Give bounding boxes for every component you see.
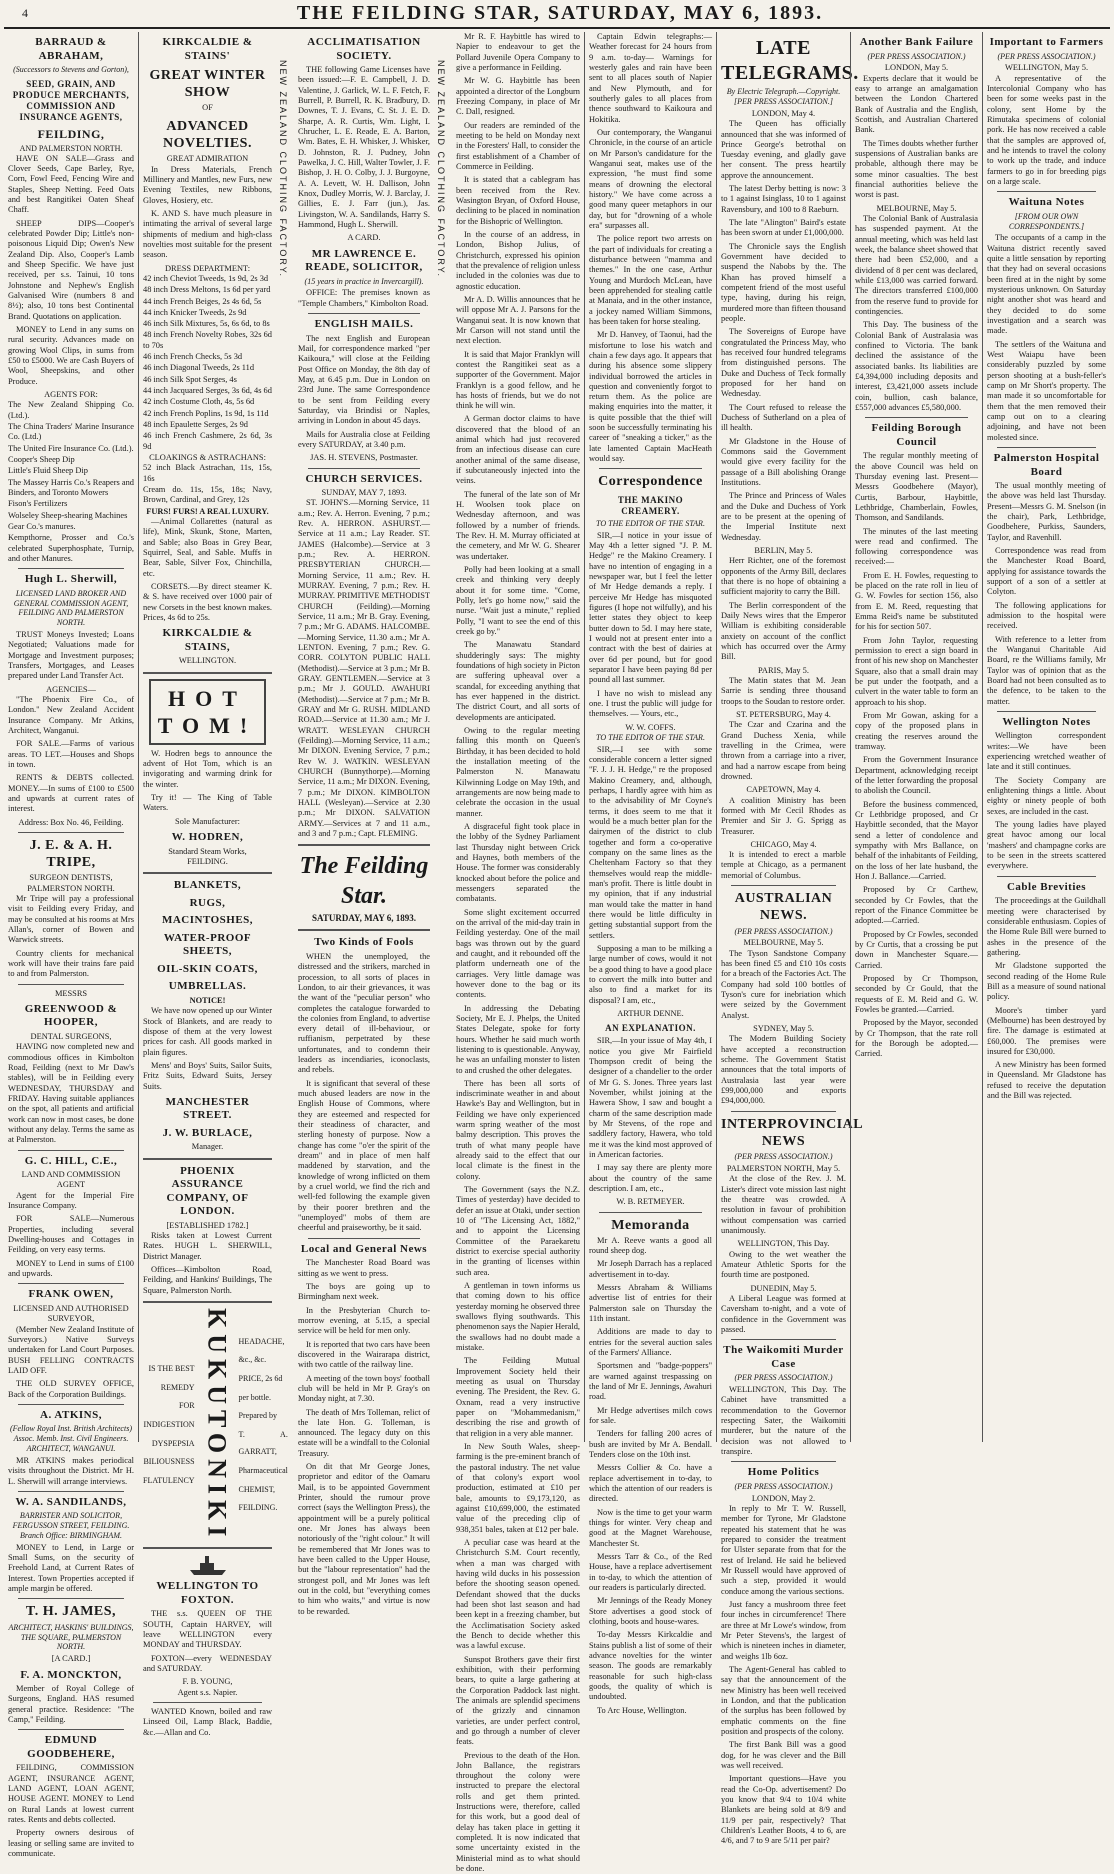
list-item: 46 inch Silk Spot Serges, 4s	[143, 374, 237, 384]
column-1: BARRAUD & ABRAHAM, (Successors to Stevens and Gorton), SEED, GRAIN, AND PRODUCE MERCHANTS, COMMISSION AND INSURANCE AGENTS, FEILDING, AND PALMERSTON NORTH. HAVE ON SALE—Grass and Clover Seeds, Cape Barley, Rye, Corn, Fowl Feed, Fencing Wire and Staples, Sheep Netting. Feed Oats and best Rangitikei Oaten Sheaf Chaff. SHEEP DIPS—Cooper's celebrated Powder Dip; Little's non-poisonous Liquid Dip; Owen's New Zealand Dip. Also, Cooper's Lamb and Sheep Specific. We have just received, per s.s. Tainui, 10 tons Johnstone and Nephew's English Galvanised Wire (numbers 8 and 8½); also, 10 tons best Continental Brand. Quotations on application. MONEY to Lend in any sums on rural security. Advances made on growing Wool Clips, in sums from £50 to £5000. We are Cash Buyers of Wool, Sheepskins, and other Produce. AGENTS FOR: The New Zealand Shipping Co. (Ltd.). The China Traders' Marine Insurance Co. (Ltd.) The United Fire Insurance Co. (Ltd.). Cooper's Sheep Dip Little's Fluid Sheep Dip The Massey Harris Co.'s Reapers and Binders, and Toronto Mowers Fison's Fertilizers Wolseley Sheep-shearing Machines Gear Co.'s manures. Kempthorne, Prosser and Co.'s celebrated Superphosphate, Turnip, and other Manures. Hugh L. Sherwill, LICENSED LAND BROKER AND GENERAL COMMISSION AGENT, FEILDING AND PALMERSTON NORTH. TRUST Moneys Invested; Loans Negotiated; Valuations made for Mortgage and Investment purposes; Transfers, Mortgages, and Leases prepared under Land Transfer Act. AGENCIES— "The Phoenix Fire Co., of London." New Zealand Accident Insurance Company. Mr Atkins, Architect, Wanganui. FOR SALE.—Farms of various areas. TO LET.—Houses and Shops in town. RENTS & DEBTS collected. MONEY.—In sums of £100 to £500 and upwards at current rates of interest. Address: Box No. 46, Feilding. J. E. & A. H. TRIPE, SURGEON DENTISTS, PALMERSTON NORTH. Mr Tripe will pay a professional visit to Feilding every Friday, and may be consulted at his rooms at Mrs Allan's, corner of Bowen and Warwick streets. Country clients for mechanical work will have their trains fare paid to and from Palmerston. MESSRS GREENWOOD & HOOPER, DENTAL SURGEONS, HAVING now completed new and commodious offices in Kimbolton Road, Feilding (next to Mr Daw's stables), will be in Feilding every WEDNESDAY, THURSDAY and FRIDAY. Having suitable appliances on the spot, all patients and artificial work can now in most cases, be done without any delay. Terms the same as at Palmerston. G. C. HILL, C.E., LAND AND COMMISSION AGENT Agent for the Imperial Fire Insurance Company. FOR SALE—Numerous Properties, including several Dwelling-houses and Cottages in Feilding, on very easy terms. MONEY to Lend in sums of £100 and upwards. FRANK OWEN, LICENSED AND AUTHORISED SURVEYOR, (Member New Zealand Institute of Surveyors.) Native Surveys undertaken for Land Court Purposes. BUSH FELLING CONTRACTS LAID OFF. THE OLD SURVEY OFFICE, Back of the Corporation Buildings. A. ATKINS, (Fellow Royal Inst. British Architects) Assoc. Memb. Inst. Civil Engineers. ARCHITECT, WANGANUI. MR ATKINS makes periodical visits throughout the District. Mr H. L. Sherwill will arrange interviews. W. A. SANDILANDS, BARRISTER AND SOLICITOR, FERGUSSON STREET, FEILDING. Branch Office: BIRMINGHAM. MONEY to Lend, in Large or Small Sums, on the security of Freehold Land, at Current Rates of Interest. Town Properties accepted if ample margin be offered. T. H. JAMES, ARCHITECT, HASKINS' BUILDINGS, THE SQUARE, PALMERSTON NORTH. [A CARD.] F. A. MONCKTON, Member of Royal College of Surgeons, England. HAS resumed general practice. Residence: "The Camp," Feilding. EDMUND GOODBEHERE, FEILDING, COMMISSION AGENT, INSURANCE AGENT, LAND AGENT, LOAN AGENT, HOUSE AGENT. MONEY to Lend on Rural Lands at lowest current rates. Rents and debts collected. Property owners desirous of leasing or selling same are invited to communicate.	[8, 36, 134, 1858]
list-item: UMBRELLAS.	[168, 980, 247, 993]
blankets-list	[143, 879, 272, 994]
list-item: 44 inch Jacquared Serges, 3s 6d, 4s 6d	[143, 386, 272, 396]
list-item: MACINTOSHES,	[161, 914, 254, 927]
kukutoniki-title: KUKUTONIKI	[202, 1308, 232, 1543]
list-item: The New Zealand Shipping Co. (Ltd.).	[8, 400, 134, 420]
list-item: Fison's Fertilizers	[8, 499, 68, 509]
list-item: REMEDY	[160, 1382, 195, 1392]
list-item: 42 inch Costume Cloth, 4s, 5s 6d	[143, 397, 255, 407]
side-label-left: NEW ZEALAND CLOTHING FACTORY.	[278, 60, 288, 279]
list-item: Prepared by	[238, 1411, 277, 1421]
list-item: PRICE, 2s 6d	[238, 1373, 283, 1383]
column-5: Captain Edwin telegraphs:—Weather forecast for 24 hours from 9 a.m. to-day— Warnings for westerly gales and rain have been sent to all places south of Napier and New Plymouth, and for southerly gales to all places from thence southward to Kaikoura and Hokitika. Our contemporary, the Wanganui Chronicle, in the course of an article on Mr Parson's candidature for the Wanganui seat, makes use of the expression, "he must find some means of drowning the electoral history." We have come across a good many queer metaphors in our day, but for "drowning of a whole era" surpasses all. The police report two arrests on the part of individuals for creating a disturbance between "mamma and themes." In the one case, Arthur Young and Murdoch McLean, have been apprehended for stealing cattle at Manaia, and in the other instance, a jockey named William Simmons, has been taken for horse stealing. Mr D. Hanvey, of Taonui, had the misfortune to lose his watch and chain a few days ago. It appears that during his absence some slippery individual borrowed the articles in question and conveniently forgot to return them. As the police are making enquiries into the matter, it is quite possible that the thief will soon be successfully terminating his career of "sneaking a ticker," as the late lamented Captain MacHeath would say. Correspondence THE MAKINO CREAMERY. TO THE EDITOR OF THE STAR. SIR,—I notice in your issue of May 4th a letter signed "J. P. M. Hedge" re the Makino Creamery. I have no intention of engaging in a newspaper war, but I feel the letter of Mr Hedge demands a reply. I perceive Mr Hedge has misquoted figures (I hope not wilfully), and his letter states they object to keep butter down to 5d. I may here state, I would not at present enter into a contract with the best of dairies at over 6d per pound, but for good separator I have been paying 8d per pound all last summer. I have no wish to mislead any one. I trust the public will judge for themselves. — Yours, etc., W. W. COFFS. TO THE EDITOR OF THE STAR. SIR,—I see with some considerable concern a letter signed "F. J. J. H. Hedge," re the proposed Makino Creamery, and, although, perhaps, I hardly agree with him as to the advisability of Mr Coyne's terms, it does seem to me that it would be a much better plan for the dairymen of the district to club together and form a co-operative company on the same lines as the Cheltenham Factory so that they themselves would reap the middle-man's profit. There is little doubt in my opinion, that if any industrial man would take the matter in hand there would be little difficulty in getting substantial support from the settlers. Supposing a man to be milking a large number of cows, would it not be a good thing to have a good place to convert the milk into butter and also to find a market for its disposal? I am, etc., ARTHUR DENNE. AN EXPLANATION. SIR,—In your issue of May 4th, I notice you give Mr Fairfield Thompson credit of being the designer of a chandelier to the order of Mr G. S. Jones. Three years last November, whilst joining at the Hawera Show, I saw and bought a charm of the same description made by Mr Stevens, of the rope and saddlery factory, Hawera, who told me it was the kind most approved of in American factories. I may say there are plenty more about the country of the same description. I am, etc., W. B. RETMEYER. Memoranda Mr A. Reeve wants a good all round sheep dog. Mr Joseph Darrach has a replaced advertisement in to-day. Messrs Abraham & Williams advertise list of entries for their Palmerston sale on Thursday the 11th instant. Additions are made to day to entries for the several auction sales of the Farmers' Alliance. Sportsmen and "badge-poppers" are warned against trespassing on the land of Mr E. Jennings, Awahuri road. Mr Hedge advertises milch cows for sale. Tenders for falling 200 acres of bush are invited by Mr A. Bendall. Tenders close on the 10th inst. Messrs Collier & Co. have a replace advertisement in to-day, to which the attention of our readers is directed. Now is the time to get your warm things for winter. Very cheap and good at the Magnet Warehouse, Manchester St. Messrs Tarr & Co., of the Red House, have a replace advertisement in to-day, to which the attention of our readers is particularly directed. Mr Jennings of the Ready Money Store advertises a good stock of clothing, boots and house-wares. To-day Messrs Kirkcaldie and Stains publish a list of some of their advance novelties for the winter season. The goods are remarkably reasonable for such high-class goods, the quality of which is undoubted. To Arc House, Wellington.	[584, 32, 716, 1442]
column-8: Important to Farmers (PER PRESS ASSOCIATION.) WELLINGTON, May 5. A representative of the Intercolonial Company who has been for some weeks past in the colony, sent Home by the Rimutaka specimens of colonial pork. He has now received a cable that the samples are approved of, and he intends to travel the colony to work up the trade, and induce farmers to go in for breeding pigs on a large scale. Waituna Notes [FROM OUR OWN CORRESPONDENTS.] The occupants of a camp in the Waituna district recently saved quite a little sensation by reporting that they had on several occasions been fired at in the night by some mysterious unknown. On Saturday night another shot was heard and they decided to do some investigation and a search was made. The settlers of the Waituna and West Waiapu have been considerably puzzled by some person shooting at a bush-feller's camp on Mr Short's property. The man made it so uncomfortable for them that the men removed their camp out on to a clearing adjoining, and have not been molested since. Palmerston Hospital Board The usual monthly meeting of the above was held last Thursday. Present—Messrs G. M. Snelson (in the chair), Park, Lethbridge, Goodbehere, Purkiss, Saunders, Taylor, and Ravenhill. Correspondence was read from the Manchester Road Board, applying for assistance towards the support of a son of a settler at Colyton. The following applications for admission to the hospital were received. With reference to a letter from the Wanganui Charitable Aid Board, re the Williams family, Mr Taylor was of opinion that as the Board had not been consulted as to the defence, to be taken to the matter. Wellington Notes Wellington correspondent writes:—We have been experiencing wretched weather of late and it still continues. The Society Company are enlightening things a little. About eighty or ninety people of both sexes, are included in the cast. The young ladies have played great havoc among our local 'mashers' and champagne corks are to be seen in the streets scattered everywhere. Cable Brevities The proceedings at the Guildhall meeting were characterised by considerable enthusiasm. Copies of the Home Rule Bill were burned to ashes in the presence of the gathering. Mr Gladstone supported the second reading of the Home Rule Bill as a measure of sound national policy. Moore's timber yard (Melbourne) has been destroyed by fire. The damage is estimated at £60,000. The premises were insured for £30,000. A new Ministry has been formed in Queensland. Mr Gladstone has refused to receive the deputation and the Bill was rejected.	[982, 32, 1110, 1442]
list-item: IS THE BEST	[148, 1364, 195, 1374]
list-item: &c., &c.	[238, 1355, 267, 1365]
list-item: 42 inch French Poplins, 1s 9d, 1s 11d	[143, 408, 269, 418]
barraud-heading: BARRAUD & ABRAHAM,	[35, 36, 107, 62]
column-3: ACCLIMATISATION SOCIETY. THE following Game Licenses have been issued:—F. E. Campbell, J. D. Valentine, J. Garlick, W. L. F. Fetch, F. Burrell, P. Burrell, R. K. Bradbury, D. Downes, T. J. Evans, C. St. J. E. D. Sharpe, A. R. Curtis, Wm. Light, I. Chrucher, L. E. Reade, E. A. Barton, Wm. Bates, E. H. Whisker, J. Whisker, D. Johnston, R. J. Pudney, John Pawelka, J. C. Hill, Walter Towler, J. F. Bishop, J. H. O. Colby, J. J. Burgoyne, A. A. Levett, W. H. Dallison, John Knox, Dudley Morris, W. J. Barclay, J. Gillies, E. J. Farr (jun.), Jas. Livingston, W. A. Sandilands, Harry S. Hammond, Hugh L. Sherwill. A CARD. MR LAWRENCE E. READE, SOLICITOR, (15 years in practice in Invercargill). OFFICE: The premises known as "Temple Chambers," Kimbolton Road. ENGLISH MAILS. The next English and European Mail, for correspondence marked "per Kaikoura," will close at the Feilding Post Office on Monday, the 8th day of May, at 6.45 p.m. Due in London on 23rd June. The same Correspondence to be sent from Feilding every Saturday, via Brindisi or Naples, arriving in London in about 45 days. Mails for Australia close at Feilding every SATURDAY, at 3.40 p.m. JAS. H. STEVENS, Postmaster. CHURCH SERVICES. SUNDAY, MAY 7, 1893. ST. JOHN'S.—Morning Service, 11 a.m.; Rev. A. Herron. Evening, 7 p.m.; Rev. A. HERRON. ASHURST.—Service at 11 a.m.; Lay Reader. ST. JAMES (Halcombe).—Service at 3 p.m.; Rev. A. HERRON. PRESBYTERIAN CHURCH.—Morning Service, 11 a.m.; Rev. H. MURRAY. Evening, 7 p.m.; Rev. H. MURRAY. PRIMITIVE METHODIST CHURCH (Feilding).—Morning Service, 11 a.m.; Mr B. Gray. Evening, 7 p.m.; Mr G. ADAMS. HALCOMBE.—Morning Service, 11.30 a.m.; Mr A. LENTON. Evening, 7 p.m.; Rev. G. CORR. COLYTON PUBLIC HALL (Methodist).—Service at 3 p.m.; Mr B. GRAY. GENTLEMEN.—Service at 3 p.m.; Mr J. GOULD. AWAHURI (Methodist).—Service at 7 p.m.; Mr B. GRAY and Mr G. RUSH. MIDLAND ROAD.—Service at 11.30 a.m.; Mr J. WRATT. WESLEYAN CHURCH (Feilding).—Morning Service, 11 a.m.; Mr DIXON. Evening Service, 7 p.m.; Rev W. J. WATKIN. WESLEYAN CHURCH (Bunnythorpe).—Morning Service, 11 a.m.; Mr DIXON. Evening, 7 p.m.; Mr DIXON. KIMBOLTON HALL (Wesleyan).—Service at 2.30 p.m.; Mr DIXON. SALVATION ARMY.—Services at 7 and 11 a.m., and 3 and 7 p.m.; Capt. FLEMING. The Feilding Star. SATURDAY, MAY 6, 1893. Two Kinds of Fools WHEN the unemployed, the distressed and the strikers, marched in procession, to all sorts of places in London, to air their grievances, it was the want of the "peculiar person" who completes the catalogue forwarded to the colonies from England, to advertise every detail of ill-behaviour, or ruffianism, perpetrated by these unfortunates, and to condemn their leaders as incendiaries, iconoclasts, and rebels. It is significant that several of these much abused leaders are now in the English House of Commons, where they are esteemed and respected for their steadiness of character, and sterling honesty of purpose. Now a change has come "o'er the spirit of the dream" and in place of men half maddened by starvation, and the knowledge of wrong inflicted on them by a cruel world, we find the rich and well-fed following the example given by their poorer brethren and the "unemployed" mobs of them are cheerful and praiseworthy, be it said. Local and General News The Manchester Road Board was sitting as we went to press. The boys are going up to Birmingham next week. In the Presbyterian Church to-morrow evening, at 5.15, a special service will be held for men only. It is reported that two cars have been discovered in the Wairarapa district, with two cattle of the railway line. A meeting of the town boys' football club will be held in Mr P. Gray's on Monday night, at 7.30. The death of Mrs Tolleman, relict of the late Hon. G. Tolleman, is announced. The legacy duty on this estate will be a windfall to the Colonial Treasury. On dit that Mr George Jones, proprietor and editor of the Oamaru Mail, is to be appointed Government Printer, should the rumour prove correct (says the Wellington Press), the appointment will be a purely political one. Mr Jones has always been notoriously of the "right colour." It will be remembered that Mr Jones was to have been called to the Upper House, but the "labour representation" had the strongest poll, and Mr Jones was left out in the cold, but "everything comes to him who waits," and virtue is now to be rewarded.	[298, 36, 430, 1616]
column-7: Another Bank Failure (PER PRESS ASSOCIATION.) LONDON, May 5. Experts declare that it would be easy to arrange an amalgamation between the London Chartered Bank of Australia and the English, Scottish, and Australian Chartered Bank. The Times doubts whether further suspensions of Australian banks are probable, although there may be some minor casualties. The best financial authorities believe the worst is past. MELBOURNE, May 5. The Colonial Bank of Australasia has suspended payment. At the annual meeting, which was held last week, the balance sheet showed that there had been £52,000, and a dividend of 8 per cent was declared, while £13,000 was carried forward. The directors transferred £100,000 from the reserve fund to provide for contingencies. This Day. The business of the Colonial Bank of Australasia was confined to Victoria. The bank declined the assistance of the associated banks. Its liabilities are £4,394,000 including deposits and interest, £3,421,000 assets include coin, bullion, cash balance, £557,000 advances £5,580,000. Feilding Borough Council The regular monthly meeting of the above Council was held on Thursday evening last. Present—Messrs Goodbehere (Mayor), Curtis, Barbour, Haybittle, Lethbridge, Chamberlain, Fowles, Thomson, and Sandilands. The minutes of the last meeting were read and confirmed. The following correspondence was received:— From E. H. Fowles, requesting to be placed on the rate roll in lieu of G. W. Fowles for section 156, also from E. M. Reed, requesting that Emma Reid's name be substituted for his for section 507. From John Taylor, requesting permission to erect a sign board in front of his new shop on Manchester Square, also that a small drain may be put under the footpath, and a culvert in the water table to form an approach to his shop. From Mr Gowan, asking for a copy of the proposed plans in creating the reserves around the tramway. From the Government Insurance Department, acknowledging receipt of the letter forwarding the proposal to abolish the Council. Before the business commenced, Cr Lethbridge proposed, and Cr Haybittle seconded, that the Mayor send a letter of condolence and sympathy with Mrs Ballance, on behalf of the inhabitants of Feilding, on the loss of her late husband, the Hon J. Ballance.—Carried. Proposed by Cr Carthew, seconded by Cr Fowles, that the report of the Finance Committee be adopted.—Carried. Proposed by Cr Fowles, seconded by Cr Curtis, that a crossing be put down in Manchester Square.—Carried. Proposed by Cr Thompson, seconded by Cr Gould, that the requests of E. M. Reid and G. W. Fowles be granted.—Carried. Proposed by the Mayor, seconded by Cr Thompson, that the rate roll for the Borough be adopted.—Carried.	[850, 32, 982, 1442]
list-item: Wolseley Sheep-shearing Machines	[8, 510, 128, 520]
steamship-icon	[188, 1554, 228, 1576]
agents-list	[8, 400, 134, 564]
list-item: 52 inch Black Astrachan, 11s, 15s, 16s	[143, 463, 272, 483]
kukutoniki-ad	[143, 1308, 288, 1543]
list-item: 46 inch Silk Mixtures, 5s, 6s 6d, to 8s	[143, 319, 270, 329]
list-item: HEADACHE,	[238, 1336, 285, 1346]
list-item: Gear Co.'s manures.	[8, 521, 76, 531]
list-item: The Massey Harris Co.'s Reapers and Binders, and Toronto Mowers	[8, 477, 134, 497]
list-item: 42 inch Cheviot Tweeds, 1s 9d, 2s 3d	[143, 273, 269, 283]
list-item: 46 inch French Checks, 5s 3d	[143, 352, 243, 362]
list-item: Cream do. 11s, 15s, 18s; Navy, Brown, Cardinal, and Grey, 12s	[143, 485, 272, 505]
masthead	[0, 0, 1114, 26]
list-item: BILIOUSNESS	[143, 1457, 195, 1467]
list-item: Little's Fluid Sheep Dip	[8, 466, 88, 476]
list-item: INDIGESTION	[143, 1419, 195, 1429]
masthead-title: THE FEILDING STAR, SATURDAY, MAY 6, 1893.	[296, 1, 824, 24]
list-item: T. A. GARRATT,	[238, 1429, 288, 1457]
masthead-rule	[4, 27, 1110, 29]
list-item: DYSPEPSIA	[151, 1438, 195, 1448]
column-2: KIRKCALDIE & STAINS' GREAT WINTER SHOW OF ADVANCED NOVELTIES. GREAT ADMIRATION In Dress Materials, French Millinery and Mantles, new Furs, new Evening Textiles, new Ribbons, Gloves, Hosiery, etc. K. AND S. have much pleasure in intimating the arrival of several large shipments of medium and high-class novelties most suitable for the present season. DRESS DEPARTMENT: 42 inch Cheviot Tweeds, 1s 9d, 2s 3d 48 inch Dress Meltons, 1s 6d per yard 44 inch French Beiges, 2s 4s 6d, 5s 44 inch Knicker Tweeds, 2s 9d 46 inch Silk Mixtures, 5s, 6s 6d, to 8s 48 inch French Novelty Robes, 32s 6d to 70s 46 inch French Checks, 5s 3d 46 inch Diagonal Tweeds, 2s 11d 46 inch Silk Spot Serges, 4s 44 inch Jacquared Serges, 3s 6d, 4s 6d 42 inch Costume Cloth, 4s, 5s 6d 42 inch French Poplins, 1s 9d, 1s 11d 48 inch Epaulette Serges, 2s 9d 46 inch French Cashmere, 2s 6d, 3s 9d CLOAKINGS & ASTRACHANS: 52 inch Black Astrachan, 11s, 15s, 16s Cream do. 11s, 15s, 18s; Navy, Brown, Cardinal, and Grey, 12s FURS! FURS! A REAL LUXURY. —Animal Collarettes (natural as life), Mink, Skunk, Stone, Marten, and Sable; also Boas in Grey Bear, Squirrel, Seal, and Sable. Muffs in Bear, Sable, Silver Fox, Chinchilla, etc. CORSETS.—By direct steamer K. & S. have received over 1000 pair of new Corsets in the best known makes. Prices, 4s 6d to 25s. KIRKCALDIE & STAINS, WELLINGTON. HOT TOM! W. Hodren begs to announce the advent of Hot Tom, which is an invigorating and warming drink for the winter. Try it! — The King of Table Waters. Sole Manufacturer: W. HODREN, Standard Steam Works, FEILDING. BLANKETS, RUGS, MACINTOSHES, WATER-PROOF SHEETS, OIL-SKIN COATS, UMBRELLAS. NOTICE! We have now opened up our Winter Stock of Blankets, and are ready to dispose of them at the very lowest prices for cash. All goods marked in plain figures. Mens' and Boys' Suits, Sailor Suits, Fritz Suits, Edward Suits, Jersey Suits. MANCHESTER STREET. J. W. BURLACE, Manager. PHOENIX ASSURANCE COMPANY, OF LONDON. [ESTABLISHED 1782.] Risks taken at Lowest Current Rates. HUGH L. SHERWILL, District Manager. Offices—Kimbolton Road, Feilding, and Hankins' Buildings, The Square, Palmerston North. IS THE BEST REMEDY FOR INDIGESTION DYSPEPSIA BILIOUSNESS FLATULENCY KUKUTONIKI HEADACHE, &c., &c. PRICE, 2s 6d per bottle. Prepared by T. A. GARRATT, Pharmaceutical CHEMIST, FEILDING. WELLINGTON TO FOXTON. THE s.s. QUEEN OF THE SOUTH, Captain HARVEY, will leave WELLINGTON every MONDAY and THURSDAY. FOXTON—every WEDNESDAY and SATURDAY. F. B. YOUNG, Agent s.s. Napier. WANTED Known, boiled and raw Linseed Oil, Lamp Black, Baddie, &c.—Allan and Co.	[138, 32, 276, 1442]
list-item: The China Traders' Marine Insurance Co. (Ltd.)	[8, 421, 134, 442]
list-item: RUGS,	[189, 896, 226, 909]
cloaks-list	[143, 463, 272, 505]
list-item: 48 inch French Novelty Robes, 32s 6d to 70s	[143, 330, 272, 350]
list-item: 46 inch Diagonal Tweeds, 2s 11d	[143, 363, 255, 373]
list-item: 48 inch Dress Meltons, 1s 6d per yard	[143, 285, 271, 295]
list-item: per bottle.	[238, 1392, 271, 1402]
list-item: FOR	[179, 1401, 195, 1411]
list-item: Cooper's Sheep Dip	[8, 454, 75, 464]
list-item: CHEMIST,	[238, 1484, 276, 1494]
list-item: Kempthorne, Prosser and Co.'s celebrated Superphosphate, Turnip, and other Manures.	[8, 533, 134, 563]
list-item: Pharmaceutical	[238, 1465, 288, 1475]
list-item: 44 inch Knicker Tweeds, 2s 9d	[143, 307, 247, 317]
list-item: OIL-SKIN COATS,	[157, 962, 258, 975]
hot-tom-heading: HOT TOM!	[149, 679, 266, 745]
masthead-page-number: 4	[22, 5, 28, 20]
late-telegrams-heading: LATE TELEGRAMS.	[721, 37, 859, 84]
list-item: 48 inch Epaulette Serges, 2s 9d	[143, 420, 248, 430]
side-label-right: NEW ZEALAND CLOTHING FACTORY.	[436, 60, 446, 279]
feilding-star-masthead: The Feilding Star.	[299, 853, 429, 909]
column-4: Mr R. F. Haybittle has wired to Napier to endeavour to get the Pollard Juvenile Opera Company to give a performance in Feilding. Mr W. G. Haybittle has been appointed a director of the Longburn Freezing Company, in place of Mr C. Dall, resigned. Our readers are reminded of the meeting to be held on Monday next in the Foresters' Hall, to consider the first establishment of a Chamber of Commerce in Feilding. It is stated that a cablegram has been received from the Rev. Wasington Bryan, of Oxford House, declining to be placed in nomination for the Bishopric of Wellington. In the course of an address, in London, Bishop Julius, of Christchurch, expressed his opinion that the prevalence of religion unless included in the colonies was due to agnostic education. Mr A. D. Willis announces that he will oppose Mr A. J. Parsons for the Wanganui seat. It is now known that Mr Carson will not stand until the next election. It is said that Major Franklyn will contest the Rangitikei seat as a supporter of the Government. Major Franklyn is a good fellow, and he has hosts of friends, but we do not think he will win. A German doctor claims to have discovered that the blood of an animal which had just recovered from an infectious disease can cure another animal of the same disease, if subcutaneously injected into the veins. The funeral of the late son of Mr H. Woolsen took place on Wednesday afternoon, and was followed by a number of friends. The Rev. H. M. Murray officiated at the cemetery, and Mr W. G. Shearer was undertaker. Polly had been looking at a small creek and thinking very deeply about it for some time. "Come, Polly, let's go home now," said the nurse. "Wait just a minute," replied Polly, "I want to see the end of this creek go by." The Manawatu Standard shudderingly says: The mighty foundations of high society in Picton are suffering upheaval over a scandal, for exceeding anything that has ever happened in the district. The district Court, and all sorts of developments are anticipated. Owing to the regular meeting falling this month on Queen's Birthday, it has been decided to hold the installation meeting of the Palmerston N. Manawatu Kilwinning Lodge on May 19th, and arrangements are now being made to celebrate the occasion in the usual manner. A disgraceful fight took place in the lobby of the Sydney Parliament last Thursday night between Crick and Haynes, both members of the House. The former was considerably knocked about before the police and messengers separated the combatants. Some slight excitement occurred on the arrival of the mid-day train in Feilding yesterday. One of the mail bags was thrown out by the guard and caught, and it rebounded off the platform underneath one of the carriages. Very little damage was however done to the bag or its contents. In addressing the Debating Society, Mr E. J. Phelps, the United States Delegate, spoke for forty hours. Whether he said much worth listening to is questionable. Anyway, he was an unfailing monster to listen to and crushed the other delegates. There has been all sorts of indiscriminate weather in and about Hawke's Bay and Wellington, but in Feilding we have only experienced warm spring weather of the most balmy description. This proves the truth of what many people have already said to the effect that our local climate is the finest in the colony. The Government (says the N.Z. Times of yesterday) have decided to defer an issue at Otaki, under section 10 of "The Licensing Act, 1882," and to appoint the Licensing Committee of the Paraekaretu district to exercise special authority in the granting of licenses within such area. A gentleman in town informs us that coming down to his office yesterday morning he observed three swallows flying southwards. This phenomenon says the Napier Herald, the swallows had no doubt made a mistake. The Feilding Mutual Improvement Society held their meeting as usual on Thursday evening. The President, the Rev. G. Oxnam, read a very instructive paper on "Mohammedanism," describing the rise and growth of that religion in a very able manner. In New South Wales, sheep-farming is the pre-eminent branch of the pastoral industry. The net value of that colony's export wool production, estimated at £10 per bale, amounts to £9,173,120, as against £10,699,000, the estimated value of the preceding clip of 938,351 bales, taken at £12 per bale. A peculiar case was heard at the Christchurch S.M. Court recently, when a man was charged with having wild ducks in his possession before the shooting season opened. Defendant showed that the ducks had been shot last season and had been kept in a freezing chamber, but the Acclimatisation Society asked the Bench to decide whether this was a lawful excuse. Sunspot Brothers gave their first exhibition, with their performing bears, to quite a large gathering at the Corporation Paddock last night. The animals are splendid specimens of the grizzly and cinnamon varieties, are under perfect control, and go through a number of clever feats. Previous to the death of the Hon. John Ballance, the registrars throughout the colony were instructed to prepare the electoral rolls and get them printed. Instructions were, therefore, called for this work, but a good deal of delay has taken place in getting it completed. It is now indicated that some uncertainty existed in the Ministerial mind as to what should be done.	[456, 32, 580, 1874]
divider	[18, 568, 124, 569]
list-item: WATER-PROOF SHEETS,	[163, 931, 252, 958]
list-item: FEILDING.	[238, 1503, 278, 1513]
list-item: BLANKETS,	[173, 879, 242, 892]
list-item: 46 inch French Cashmere, 2s 6d, 3s 9d	[143, 431, 272, 451]
list-item: FLATULENCY	[143, 1475, 195, 1485]
list-item: 44 inch French Beiges, 2s 4s 6d, 5s	[143, 296, 262, 306]
dress-list	[143, 274, 272, 452]
column-6: LATE TELEGRAMS. By Electric Telegraph.—Copyright. [PER PRESS ASSOCIATION.] LONDON, May 4. The Queen has officially announced that she was informed of Prince George's betrothal on Tuesday evening, and gladly gave her consent. The press heartily approve the announcement. The latest Derby betting is now: 3 to 1 against Isinglass, 10 to 1 against Ravensbury, and 100 to 8 Raeburn. The late "Alington" Baird's estate has been sworn at under £1,000,000. The Chronicle says the English Government have decided to suspend the Nabobs by the. The Khan has proved himself a competent friend of the most useful type, having, during his reign, murdered more than fifteen thousand people. The Sovereigns of Europe have congratulated the Princess May, who has received four hundred telegrams from distinguished persons. The Duke and Duchess of Teck formally proposed for her hand on Wednesday. The Court refused to release the Duchess of Sutherland on a plea of ill health. Mr Gladstone in the House of Commons said the Government would give every facility for the passage of a Bill abolishing Orange Institutions. The Prince and Princess of Wales and the Duke and Duchess of York are to be present at the opening of the Imperial Institute next Wednesday. BERLIN, May 5. Herr Richter, one of the foremost opponents of the Army Bill, declares that there is no hope of obtaining a sufficient majority to carry the Bill. The Berlin correspondent of the Daily News wires that the Emperor William is exhibiting considerable anxiety on account of the conflict which has occurred over the Army Bill. PARIS, May 5. The Matin states that M. Jean Sarrie is sending three thousand troops to the Soudan to restore order. ST. PETERSBURG, May 4. The Czar and Czarina and the Grand Duchess Xenia, while travelling in the Crimea, were thrown from a carriage into a river, and had a narrow escape from being drowned. CAPETOWN, May 4. A coalition Ministry has been formed with Mr Cecil Rhodes as Premier and Sir J. G. Sprigg as Treasurer. CHICAGO, May 4. It is intended to erect a marble temple at Chicago, as a permanent memorial of Columbus. AUSTRALIAN NEWS. (PER PRESS ASSOCIATION.) MELBOURNE, May 5. The Tyson Sandstone Company has been fined £5 and £10 10s costs for a breach of the Factories Act. The Company had sold 100 bottles of Tyson's cure for inebriation which were seized by the Government Analyst. SYDNEY, May 5. The Modern Building Society have accepted a reconstruction scheme. The Government Statist announces that the total imports of Australasia last year were £99,000,000 and exports £94,000,000. INTERPROVINCIAL NEWS (PER PRESS ASSOCIATION.) PALMERSTON NORTH, May 5. At the close of the Rev. J. M. Lister's direct vote mission last night the theatre was crowded. A resolution in favour of prohibition without compensation was carried unanimously. WELLINGTON, This Day. Owing to the wet weather the Amateur Athletic Sports for the fourth time are postponed. DUNEDIN, May 5. A Liberal League was formed at Caversham to-night, and a vote of confidence in the Government was passed. The Waikomiti Murder Case (PER PRESS ASSOCIATION.) WELLINGTON, This Day. The Cabinet have transmitted a recommendation to the Governor respecting Sater, the Waikomiti murderer, but the nature of the decision was not allowed to transpire. Home Politics (PER PRESS ASSOCIATION.) LONDON, May 2. In reply to Mr T. W. Russell, member for Tyrone, Mr Gladstone repeated his statement that he was prepared to consider the treatment for Ulster separate from that for the rest of Ireland. He said he believed Mr Russell would have approved of such a step, provided it would conduce among the various sections. Just fancy a mushroom three feet four inches in circumference! There are three at Mr Lowe's window, from Mr Peter Stevens's, the largest of which is nineteen inches in diameter, and weighs 1lb 6oz. The Agent-General has cabled to say that the announcement of the new Ministry has been well received in London, and that the publication of the surplus has been followed by emphatic comments on the fine position and prospects of the colony. The first Bank Bill was a good dog, for he was clever and the Bill was well received. Important questions—Have you read the Co-Op. advertisement? Do you know that 9/4 to 10/4 white Blankets are being sold at 8/9 and 11/9 per pair, respectively? That Children's Leather Boots, 4 to 6, are 4/6, and 7 to 9 are 5/11 per pair?	[716, 32, 850, 1442]
list-item: The United Fire Insurance Co. (Ltd.).	[8, 443, 134, 453]
